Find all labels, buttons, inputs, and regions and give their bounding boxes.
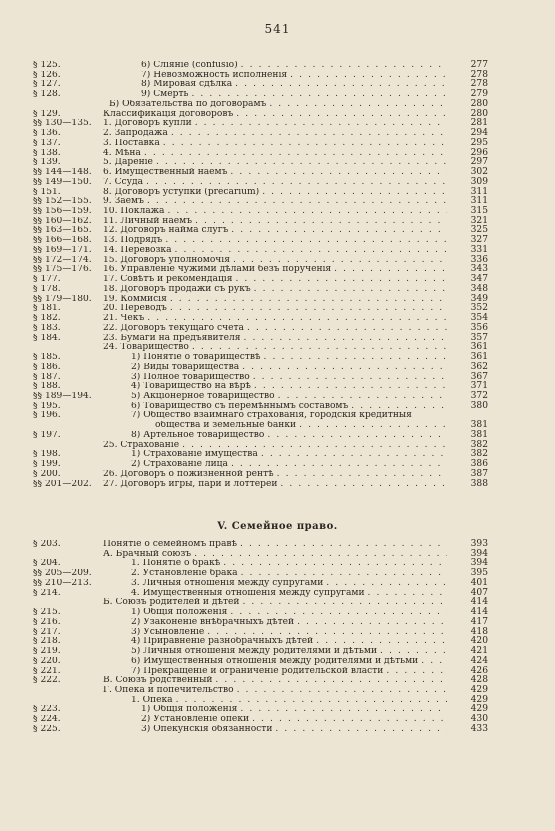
toc-entry-title: В. Союзъ родственный . . .	[103, 676, 447, 686]
dot-leader	[261, 450, 447, 460]
toc-entry-title: 3. Поставка . . .	[103, 139, 447, 149]
toc-section-ref: §§ 156—159.	[33, 207, 92, 217]
toc-entry-title: 13. Подрядъ . . .	[103, 236, 447, 246]
toc-page-number: 327	[470, 235, 488, 246]
dot-leader	[269, 100, 447, 110]
toc-section-ref: § 127.	[33, 80, 61, 90]
dot-leader	[386, 667, 447, 677]
toc-page-number: 381	[470, 420, 488, 431]
toc-section-ref: § 126.	[33, 70, 61, 80]
toc-page-number: 429	[470, 694, 488, 705]
toc-section-ref: §§ 179—180.	[33, 294, 92, 304]
toc-page-number: 367	[470, 371, 488, 382]
toc-section-ref: § 197.	[33, 430, 61, 440]
toc-section-ref: § 188.	[33, 382, 61, 392]
toc-section-ref: § 178.	[33, 284, 61, 294]
toc-section-ref: § 182.	[33, 314, 61, 324]
toc-page-number: 348	[470, 283, 488, 294]
dot-leader	[252, 715, 447, 725]
toc-page-number: 352	[470, 303, 488, 314]
dot-leader	[207, 628, 447, 638]
toc-section-ref: § 225.	[33, 724, 61, 734]
toc-page-number: 380	[470, 400, 488, 411]
toc-page-number: 354	[470, 313, 488, 324]
toc-entry-title: 7) Общество взаимнаго страхованія, городскія кредитныя	[131, 411, 412, 421]
toc-section-ref: § 198.	[33, 450, 61, 460]
toc-page-number: 418	[470, 626, 488, 637]
dot-leader	[247, 324, 447, 334]
toc-entry-title: 11. Личный наемъ . . .	[103, 217, 447, 227]
toc-page-number: 388	[470, 478, 488, 489]
dot-leader	[297, 618, 447, 628]
dot-leader	[275, 725, 447, 735]
toc-page-number: 315	[470, 206, 488, 217]
dot-leader	[326, 579, 447, 589]
toc-entry-title: общества и земельные банки . . .	[155, 421, 447, 431]
toc-entry-title: 12. Договоръ найма слугъ . . .	[103, 226, 447, 236]
toc-section-ref: § 216.	[33, 617, 61, 627]
toc-entry-title: 3) Усыновленіе . . .	[131, 628, 447, 638]
toc-entry-title: 10. Поклажа . . .	[103, 207, 447, 217]
toc-entry-title: Г. Опека и попечительство . . .	[103, 686, 447, 696]
dot-leader	[230, 608, 447, 618]
dot-leader	[231, 226, 447, 236]
toc-entry-title: Классификація договоровъ . . .	[103, 110, 447, 120]
toc-section-ref: §§ 166—168.	[33, 236, 92, 246]
toc-section-ref: § 196.	[33, 411, 61, 421]
dot-leader	[267, 431, 447, 441]
toc-page-number: 382	[470, 439, 488, 450]
dot-leader	[195, 217, 447, 227]
dot-leader	[147, 314, 447, 324]
toc-page-number: 357	[470, 332, 488, 343]
toc-page-number: 429	[470, 685, 488, 696]
toc-section-ref: §§ 169—171.	[33, 245, 92, 255]
dot-leader	[421, 657, 447, 667]
toc-section-ref: § 215.	[33, 608, 61, 618]
dot-leader	[316, 637, 447, 647]
dot-leader	[170, 295, 447, 305]
toc-page-number: 420	[470, 636, 488, 647]
toc-page-number: 395	[470, 568, 488, 579]
toc-entry-title: 2) Виды товарищества . . .	[131, 363, 447, 373]
dot-leader	[290, 71, 447, 81]
dot-leader	[241, 61, 447, 71]
toc-page-number: 280	[470, 108, 488, 119]
toc-page-number: 407	[470, 587, 488, 598]
toc-entry-title: 5) Личныя отношенія между родителями и дѣтьми . . .	[131, 647, 447, 657]
toc-page-number: 414	[470, 597, 488, 608]
toc-entry-title: 1. Договоръ купли . . .	[103, 119, 447, 129]
toc-page-number: 386	[470, 459, 488, 470]
toc-section-ref: § 195.	[33, 401, 61, 411]
dot-leader	[299, 421, 447, 431]
toc-entry-title: 2) Установленіе опеки . . .	[141, 715, 447, 725]
dot-leader	[163, 139, 447, 149]
toc-entry-title: 1) Страхованіе имущества . . .	[131, 450, 447, 460]
toc-entry-title: Б) Обязательства по договорамъ . . .	[109, 100, 447, 110]
dot-leader	[156, 158, 447, 168]
toc-entry-title: 2) Страхованіе лица . . .	[131, 460, 447, 470]
dot-leader	[264, 353, 448, 363]
toc-page-number: 280	[470, 98, 488, 109]
toc-page-number: 414	[470, 607, 488, 618]
toc-page-number: 382	[470, 449, 488, 460]
dot-leader	[241, 569, 447, 579]
toc-entry-title: 6. Имущественный наемъ . . .	[103, 168, 447, 178]
toc-section-ref: §§ 152—155.	[33, 197, 92, 207]
toc-page-number: 429	[470, 704, 488, 715]
dot-leader	[231, 460, 447, 470]
toc-entry-title: 1) Общія положенія . . .	[131, 608, 447, 618]
toc-entry-title: 1) Общія положенія . . .	[141, 705, 447, 715]
toc-section-ref: § 185.	[33, 353, 61, 363]
toc-page-number: 325	[470, 225, 488, 236]
toc-page-number: 277	[470, 60, 488, 70]
dot-leader	[334, 265, 447, 275]
toc-page-number: 361	[470, 352, 488, 363]
dot-leader	[277, 470, 447, 480]
dot-leader	[182, 441, 447, 451]
toc-entry-title: 9. Заемъ . . .	[103, 197, 447, 207]
dot-leader	[146, 178, 447, 188]
toc-family-law	[0, 540, 555, 735]
toc-page-number: 372	[470, 390, 488, 401]
toc-page-number: 428	[470, 675, 488, 686]
toc-section-ref: § 186.	[33, 362, 61, 372]
toc-page-number: 424	[470, 655, 488, 666]
toc-entry-title: Понятіе о семейномъ правѣ . . .	[103, 540, 447, 550]
toc-entry-title: 21. Чекъ . . .	[103, 314, 447, 324]
toc-section-ref: § 136.	[33, 129, 61, 139]
dot-leader	[243, 334, 447, 344]
toc-page-number: 381	[470, 429, 488, 440]
toc-page-number: 281	[470, 118, 488, 129]
toc-entry-title: 17. Совѣтъ и рекомендація . . .	[103, 275, 447, 285]
dot-leader	[242, 363, 447, 373]
dot-leader	[380, 647, 447, 657]
toc-entry-title: 5) Акціонерное товарищество . . .	[131, 392, 447, 402]
toc-page-number: 430	[470, 714, 488, 725]
toc-entry	[0, 725, 555, 735]
toc-section-ref: § 128.	[33, 90, 61, 100]
toc-page-number: 296	[470, 147, 488, 158]
toc-section-ref: § 125.	[33, 61, 61, 70]
toc-entry-title: 23. Бумаги на предъявителя . . .	[103, 334, 447, 344]
dot-leader	[165, 236, 447, 246]
toc-entry-title: 2) Узаконеніе внѣбрачныхъ дѣтей . . .	[131, 618, 447, 628]
toc-entry-title: 19. Коммисія . . .	[103, 295, 447, 305]
toc-section-ref: §§ 201—202.	[33, 479, 92, 489]
dot-leader	[254, 382, 447, 392]
toc-entry-title: 8) Артельное товарищество . . .	[131, 431, 447, 441]
toc-entry-title: 15. Договоръ уполномочія . . .	[103, 256, 447, 266]
toc-section-ref: § 220.	[33, 656, 61, 666]
toc-page-number: 349	[470, 293, 488, 304]
toc-section-ref: § 177.	[33, 275, 61, 285]
toc-section-ref: § 214.	[33, 588, 61, 598]
toc-entry-title: 18. Договоръ продажи съ рукъ . . .	[103, 285, 447, 295]
toc-section-ref: § 137.	[33, 138, 61, 148]
toc-section-ref: § 224.	[33, 715, 61, 725]
toc-page-number: 331	[470, 244, 488, 255]
toc-page-number: 311	[470, 186, 488, 197]
toc-page-number: 401	[470, 577, 488, 588]
toc-entry-title: 2. Запродажа . . .	[103, 129, 447, 139]
dot-leader	[236, 110, 447, 120]
toc-section-ref: § 200.	[33, 469, 61, 479]
dot-leader	[237, 686, 447, 696]
dot-leader	[167, 207, 447, 217]
toc-entry-title: 1. Понятіе о бракѣ . . .	[131, 559, 447, 569]
toc-section-ref: § 222.	[33, 676, 61, 686]
toc-page-number: 394	[470, 548, 488, 559]
toc-entry-title: 14. Перевозка . . .	[103, 246, 447, 256]
toc-page-number: 421	[470, 646, 488, 657]
toc-entry-title: 3) Опекунскія обязанности . . .	[141, 725, 447, 735]
dot-leader	[351, 402, 447, 412]
toc-page-number: 433	[470, 723, 488, 734]
toc-section-ref: § 151.	[33, 187, 61, 197]
dot-leader	[242, 598, 447, 608]
toc-section-ref: § 203.	[33, 540, 61, 549]
toc-entry-title: 26. Договоръ о пожизненной рентѣ . . .	[103, 470, 447, 480]
dot-leader	[192, 343, 447, 353]
toc-section-ref: § 204.	[33, 559, 61, 569]
toc-page-number: 417	[470, 616, 488, 627]
toc-entry-title: 16. Управленіе чужими дѣлами безъ порученія . . .	[103, 265, 447, 275]
toc-page-number: 387	[470, 468, 488, 479]
dot-leader	[240, 540, 447, 550]
toc-section-ref: § 187.	[33, 372, 61, 382]
toc-page-number: 294	[470, 128, 488, 139]
toc-page-number: 362	[470, 361, 488, 372]
toc-page-number: 309	[470, 176, 488, 187]
toc-entry-title: 2. Установленіе брака . . .	[131, 569, 447, 579]
toc-section-ref: §§ 205—209.	[33, 569, 92, 579]
dot-leader	[280, 480, 447, 490]
toc-entry-title: 22. Договоръ текущаго счета . . .	[103, 324, 447, 334]
toc-entry-title: 4) Товарищество на вѣрѣ . . .	[131, 382, 447, 392]
dot-leader	[235, 275, 447, 285]
toc-entry-title: 24. Товарищество . . .	[103, 343, 447, 353]
toc-entry-title: 20. Переводъ . . .	[103, 304, 447, 314]
toc-page-number: 393	[470, 539, 488, 549]
toc-entry	[0, 480, 555, 490]
toc-section-ref: §§ 144—148.	[33, 168, 92, 178]
toc-entry-title: 27. Договоръ игры, пари и лоттереи . . .	[103, 480, 447, 490]
dot-leader	[191, 90, 447, 100]
toc-section-ref: §§ 149—150.	[33, 177, 92, 187]
dot-leader	[144, 149, 447, 159]
toc-page-number: 343	[470, 264, 488, 275]
toc-entry	[0, 402, 555, 412]
toc-section-ref: § 139.	[33, 158, 61, 168]
toc-page-number: 279	[470, 89, 488, 100]
toc-entry-title: 4) Приравненіе разнобрачныхъ дѣтей . . .	[131, 637, 447, 647]
page-number: 541	[264, 22, 291, 36]
dot-leader	[253, 373, 447, 383]
toc-section-ref: §§ 189—194.	[33, 391, 92, 401]
toc-page-number: 347	[470, 274, 488, 285]
toc-entry-title: 7) Невозможность исполненія . . .	[141, 71, 447, 81]
toc-page-number: 394	[470, 558, 488, 569]
toc-contracts	[0, 61, 555, 489]
toc-entry-title: 6) Товарищество съ перемѣннымъ составомъ . . .	[131, 402, 447, 412]
toc-entry-title: 25. Страхованіе . . .	[103, 441, 447, 451]
toc-section-ref: § 221.	[33, 666, 61, 676]
toc-page-number: 278	[470, 69, 488, 80]
toc-entry-title: 7) Прекращеніе и ограниченіе родительской власти . . .	[131, 667, 447, 677]
toc-section-ref: §§ 160—162.	[33, 216, 92, 226]
toc-entry-title: 6) Слiянiе (confusio) . . .	[141, 61, 447, 71]
toc-section-ref: § 218.	[33, 637, 61, 647]
toc-section-ref: § 138.	[33, 148, 61, 158]
toc-entry-title: 1. Опека . . .	[131, 696, 447, 706]
dot-leader	[176, 696, 447, 706]
toc-entry-title: 1) Понятіе о товариществѣ . . .	[131, 353, 447, 363]
toc-page-number: 278	[470, 79, 488, 90]
toc-entry-title: 4. Имущественныя отношенія между супругами . . .	[131, 589, 447, 599]
toc-page-number: 295	[470, 137, 488, 148]
toc-page-number: 311	[470, 196, 488, 207]
toc-entry-title: 4. Мѣна . . .	[103, 149, 447, 159]
toc-section-ref: § 217.	[33, 627, 61, 637]
toc-section-ref: § 199.	[33, 460, 61, 470]
dot-leader	[171, 129, 447, 139]
dot-leader	[233, 256, 447, 266]
toc-page-number: 321	[470, 215, 488, 226]
dot-leader	[235, 80, 447, 90]
toc-entry-title: 8. Договоръ уступки (precarium) . . .	[103, 188, 447, 198]
dot-leader	[368, 589, 447, 599]
toc-entry-title: 9) Смерть . . .	[141, 90, 447, 100]
toc-entry-title: 7. Ссуда . . .	[103, 178, 447, 188]
toc-section-ref: § 183.	[33, 323, 61, 333]
dot-leader	[170, 304, 447, 314]
dot-leader	[223, 559, 447, 569]
toc-section-ref: §§ 210—213.	[33, 578, 92, 588]
dot-leader	[240, 705, 447, 715]
toc-entry-title: 3) Полное товарищество . . .	[131, 373, 447, 383]
dot-leader	[230, 168, 447, 178]
section-heading: V. Семейное право.	[217, 521, 338, 532]
toc-section-ref: § 223.	[33, 705, 61, 715]
toc-entry-title: Б. Союзъ родителей и дѣтей . . .	[103, 598, 447, 608]
toc-page-number: 356	[470, 322, 488, 333]
toc-section-ref: §§ 163—165.	[33, 226, 92, 236]
toc-section-ref: § 219.	[33, 647, 61, 657]
toc-entry-title: 3. Личныя отношенія между супругами . . .	[131, 579, 447, 589]
toc-section-ref: §§ 175—176.	[33, 265, 92, 275]
toc-section-ref: § 184.	[33, 333, 61, 343]
toc-entry-title: А. Брачный союзъ . . .	[103, 550, 447, 560]
toc-entry-title: 5. Дареніе . . .	[103, 158, 447, 168]
toc-entry-title: 6) Имущественныя отношенія между родителями и дѣтьми . . .	[131, 657, 447, 667]
dot-leader	[147, 197, 447, 207]
toc-page-number: 302	[470, 167, 488, 178]
toc-page-number: 371	[470, 381, 488, 392]
toc-page-number: 426	[470, 665, 488, 676]
toc-section-ref: § 129.	[33, 109, 61, 119]
toc-page-number: 297	[470, 157, 488, 168]
dot-leader	[254, 285, 447, 295]
toc-section-ref: §§ 130—135.	[33, 119, 92, 129]
dot-leader	[195, 119, 447, 129]
dot-leader	[175, 246, 447, 256]
dot-leader	[194, 550, 447, 560]
toc-page-number: 336	[470, 254, 488, 265]
dot-leader	[215, 676, 447, 686]
toc-page-number: 361	[470, 342, 488, 353]
toc-section-ref: § 181.	[33, 304, 61, 314]
dot-leader	[278, 392, 447, 402]
toc-entry-title: 8) Мировая сдѣлка . . .	[141, 80, 447, 90]
dot-leader	[262, 188, 447, 198]
toc-section-ref: §§ 172—174.	[33, 255, 92, 265]
